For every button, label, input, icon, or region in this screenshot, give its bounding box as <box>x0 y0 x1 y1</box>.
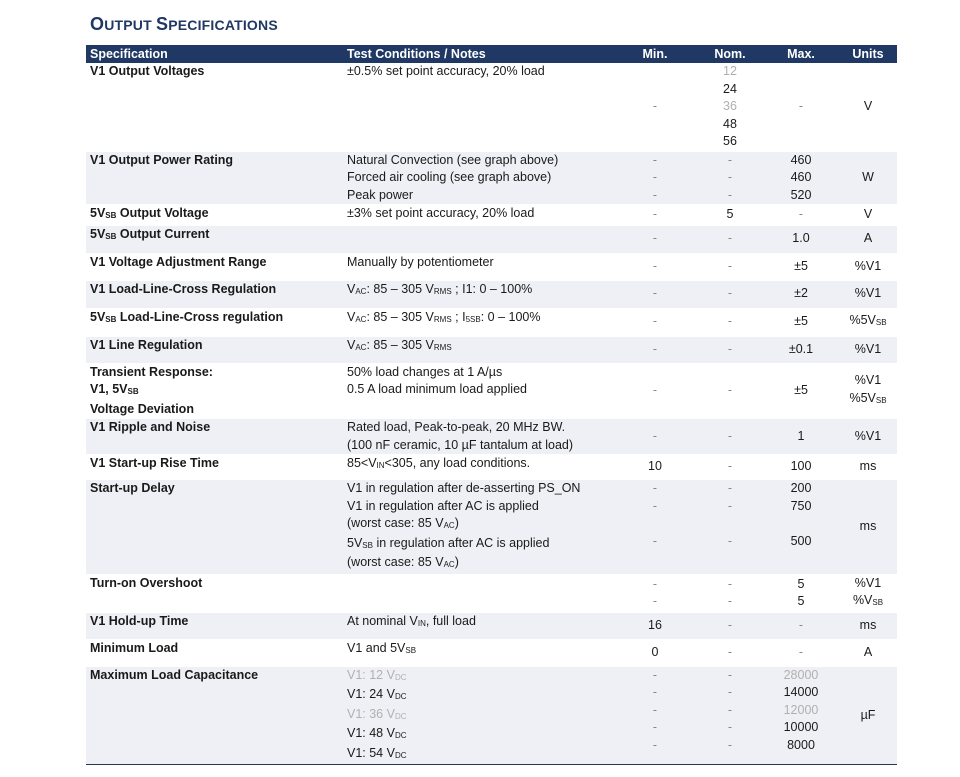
cond-line <box>347 725 609 745</box>
table-row <box>86 63 897 151</box>
min-cell: - <box>652 258 658 273</box>
nom-cell: - <box>727 383 733 397</box>
spec-text: Output Voltage <box>116 206 209 220</box>
cond-text: : 85 – 305 V <box>366 281 434 296</box>
units-text: %5V <box>849 313 876 328</box>
header-conditions: Test Conditions / Notes <box>343 45 613 63</box>
cond-text: : 85 – 305 V <box>366 337 434 352</box>
title-part: UTPUT <box>104 17 156 33</box>
table-row <box>86 205 897 226</box>
spec-text: 5V <box>90 206 106 220</box>
cond-text: V1: 54 V <box>347 745 395 760</box>
cond-sub: AC <box>443 521 455 530</box>
units-cell: A <box>863 644 873 659</box>
min-value: - <box>652 702 658 717</box>
units-cell <box>839 363 897 419</box>
min-value: - <box>652 152 658 167</box>
spec-sub: SB <box>127 387 139 396</box>
nom-value: 12 <box>723 64 737 78</box>
cond-line <box>347 686 609 706</box>
cond-line: 50% load changes at 1 A/µs <box>347 364 503 379</box>
units-cell: ms <box>839 480 897 575</box>
cond-cell <box>343 419 613 455</box>
table-row <box>86 612 897 639</box>
cond-cell <box>343 480 613 575</box>
table-row <box>86 151 897 205</box>
cond-sub: DC <box>394 711 407 721</box>
cond-text: 5V <box>347 535 363 550</box>
cond-cell <box>343 280 613 308</box>
spec-line <box>90 381 339 401</box>
cond-sub: DC <box>394 750 407 760</box>
units-line <box>843 592 893 612</box>
nom-cell: - <box>697 336 763 363</box>
cond-sub: IN <box>376 461 385 470</box>
nom-value: - <box>727 594 733 608</box>
cond-sub: AC <box>355 314 367 324</box>
min-cell: 16 <box>613 612 697 639</box>
cond-cell <box>343 336 613 363</box>
nom-value: - <box>727 667 733 682</box>
cond-cell <box>343 639 613 666</box>
spec-line: Transient Response: <box>90 364 213 379</box>
max-value: 10000 <box>783 720 819 734</box>
nom-value: - <box>727 187 733 202</box>
nom-cell <box>697 574 763 612</box>
cond-text: V <box>347 337 356 352</box>
table-row <box>86 253 897 280</box>
cond-text: 85<V <box>347 456 377 470</box>
cond-sub: IN <box>417 618 426 628</box>
spec-cell: V1 Hold-up Time <box>86 612 343 639</box>
max-value: 460 <box>790 170 812 184</box>
min-cell: - <box>613 419 697 455</box>
spec-cell: Maximum Load Capacitance <box>86 666 343 765</box>
min-value: - <box>652 170 658 184</box>
table-row <box>86 480 897 575</box>
max-value: 200 <box>790 481 812 495</box>
cond-line: 0.5 A load minimum load applied <box>347 382 527 396</box>
title-part: PECIFICATIONS <box>168 17 278 33</box>
spec-cell: Turn-on Overshoot <box>90 575 203 590</box>
cond-line: Peak power <box>347 187 414 202</box>
spec-text: Load-Line-Cross regulation <box>116 309 284 324</box>
spec-sub: SB <box>105 231 117 241</box>
nom-value: - <box>727 498 733 513</box>
spec-cell <box>86 308 343 336</box>
nom-value: - <box>727 170 733 184</box>
spec-cell: V1 Line Regulation <box>86 336 343 363</box>
max-cell: - <box>798 644 804 659</box>
cond-line: V1 in regulation after AC is applied <box>347 498 539 513</box>
cond-line <box>347 535 609 555</box>
nom-value: - <box>727 720 733 734</box>
min-value: - <box>652 594 658 608</box>
min-value: - <box>652 685 658 699</box>
max-value: 460 <box>790 152 812 167</box>
units-cell <box>839 574 897 612</box>
spec-cell <box>86 205 343 226</box>
spec-cell: V1 Ripple and Noise <box>86 419 343 455</box>
cond-sub: RMS <box>433 314 452 324</box>
header-row <box>86 45 897 63</box>
cond-sub: SB <box>362 540 373 550</box>
cond-text: V1: 48 V <box>347 726 395 740</box>
cond-text: <305, any load conditions. <box>384 456 531 470</box>
units-cell: ms <box>859 459 877 474</box>
spec-cell <box>86 363 343 419</box>
spec-line: Voltage Deviation <box>90 401 194 416</box>
table-row <box>86 308 897 336</box>
cond-text: V1: 24 V <box>347 687 395 701</box>
nom-value: - <box>727 576 733 591</box>
max-value: 500 <box>790 533 812 548</box>
cond-text: (worst case: 85 V <box>347 555 444 569</box>
nom-value: - <box>727 737 733 752</box>
cond-text: V <box>347 309 356 324</box>
max-cell: ±5 <box>794 314 808 329</box>
cond-text: V1: 12 V <box>347 667 395 682</box>
table-row <box>86 455 897 480</box>
min-value: - <box>652 498 658 513</box>
nom-value: 56 <box>723 134 737 148</box>
min-cell: 0 <box>651 644 659 659</box>
nom-cell: - <box>727 459 733 474</box>
units-cell: %V1 <box>839 419 897 455</box>
cond-sub: DC <box>394 672 407 682</box>
min-cell: - <box>652 207 658 221</box>
table-row <box>86 574 897 612</box>
max-value: 750 <box>790 498 812 513</box>
min-value: - <box>652 737 658 752</box>
min-cell: - <box>652 314 658 329</box>
cond-cell <box>343 308 613 336</box>
nom-cell: - <box>697 419 763 455</box>
cond-sub: RMS <box>433 286 452 296</box>
units-cell: V <box>863 207 873 221</box>
max-cell: ±5 <box>794 383 808 397</box>
cond-line: Rated load, Peak-to-peak, 20 MHz BW. <box>347 420 566 434</box>
cond-sub: 5SB <box>465 314 481 324</box>
min-cell: - <box>652 383 658 397</box>
page-title <box>90 14 278 35</box>
title-part: S <box>155 14 169 34</box>
cond-cell: ±0.5% set point accuracy, 20% load <box>347 64 545 78</box>
cond-cell <box>343 455 613 480</box>
spec-cell: Start-up Delay <box>86 480 343 575</box>
min-cell: - <box>652 99 658 113</box>
nom-value: - <box>727 152 733 167</box>
cond-line: Forced air cooling (see graph above) <box>347 170 552 184</box>
spec-text: Output Current <box>116 226 210 241</box>
cond-text: : 0 – 100% <box>480 309 541 324</box>
units-line: %V1 <box>854 373 882 388</box>
cond-line: (100 nF ceramic, 10 µF tantalum at load) <box>347 437 574 452</box>
units-sub: SB <box>875 395 887 405</box>
cond-line: V1 in regulation after de-asserting PS_ON <box>347 481 581 495</box>
min-cell <box>613 480 697 575</box>
max-cell: 1.0 <box>763 225 839 253</box>
spec-cell: V1 Output Voltages <box>90 64 205 78</box>
units-cell: ms <box>839 612 897 639</box>
units-line <box>843 390 893 410</box>
min-cell: - <box>613 225 697 253</box>
min-cell <box>613 151 697 205</box>
cond-line <box>347 554 609 574</box>
cond-text: ; I1: 0 – 100% <box>451 281 533 296</box>
nom-value: - <box>727 702 733 717</box>
nom-cell: - <box>727 314 733 329</box>
max-cell: - <box>763 612 839 639</box>
header-max: Max. <box>763 45 839 63</box>
nom-value: 24 <box>723 81 737 96</box>
min-value: - <box>652 481 658 495</box>
cond-line: Natural Convection (see graph above) <box>347 152 559 167</box>
nom-value: - <box>727 533 733 548</box>
max-cell <box>763 666 839 765</box>
table-row <box>86 363 897 419</box>
spec-cell: V1 Load-Line-Cross Regulation <box>86 280 343 308</box>
nom-value: 48 <box>723 116 737 131</box>
max-cell: - <box>798 207 804 221</box>
cond-cell <box>343 574 613 612</box>
spec-cell: V1 Voltage Adjustment Range <box>90 254 267 269</box>
nom-cell <box>697 151 763 205</box>
units-cell: %V1 <box>854 258 882 273</box>
cond-cell <box>343 612 613 639</box>
units-sub: SB <box>875 318 887 328</box>
header-nom: Nom. <box>697 45 763 63</box>
nom-value: - <box>727 481 733 495</box>
cond-cell <box>343 151 613 205</box>
min-cell: - <box>613 336 697 363</box>
table-row <box>86 280 897 308</box>
cond-sub: AC <box>355 286 367 296</box>
max-value: 14000 <box>783 685 819 699</box>
cond-sub: DC <box>394 731 407 740</box>
cond-cell <box>343 363 613 419</box>
units-line: %V1 <box>854 575 882 590</box>
max-cell: ±0.1 <box>763 336 839 363</box>
nom-cell: - <box>727 644 733 659</box>
min-cell <box>613 666 697 765</box>
spec-text: 5V <box>90 226 106 241</box>
table-row <box>86 419 897 455</box>
cond-sub: RMS <box>433 342 452 352</box>
cond-sub: AC <box>443 560 455 569</box>
cond-text: ; I <box>451 309 466 324</box>
min-value: - <box>652 720 658 734</box>
header-spec: Specification <box>86 45 343 63</box>
nom-value: - <box>727 685 733 699</box>
min-value: - <box>652 576 658 591</box>
min-cell: 10 <box>648 459 662 474</box>
cond-text: in regulation after AC is applied <box>372 535 550 550</box>
spec-sub: SB <box>105 314 117 324</box>
cond-text: V1 and 5V <box>347 640 406 655</box>
table-row <box>86 639 897 666</box>
table-row <box>86 666 897 765</box>
cond-text: At nominal V <box>347 613 418 628</box>
max-cell: ±5 <box>794 258 808 273</box>
max-value: 28000 <box>783 667 819 682</box>
cond-cell: ±3% set point accuracy, 20% load <box>347 206 535 220</box>
nom-cell <box>697 63 763 151</box>
nom-cell: 5 <box>726 207 734 221</box>
spec-cell: Minimum Load <box>90 640 179 655</box>
max-cell <box>763 574 839 612</box>
spec-text: V1, 5V <box>90 382 128 396</box>
table-row <box>86 225 897 253</box>
cond-cell <box>343 666 613 765</box>
min-value: - <box>652 187 658 202</box>
title-part: O <box>90 14 105 34</box>
cond-text: ) <box>454 555 459 569</box>
units-cell: W <box>839 151 897 205</box>
max-value: 12000 <box>783 702 819 717</box>
max-cell: - <box>798 99 804 113</box>
header-units: Units <box>839 45 897 63</box>
min-value: - <box>652 533 658 548</box>
max-cell <box>763 480 839 575</box>
spec-cell: V1 Start-up Rise Time <box>90 456 219 470</box>
cond-text: , full load <box>425 613 476 628</box>
units-cell <box>839 308 897 336</box>
units-cell: µF <box>839 666 897 765</box>
max-value: 5 <box>797 594 805 608</box>
nom-cell: - <box>727 258 733 273</box>
nom-cell <box>697 480 763 575</box>
cond-line <box>347 706 609 726</box>
cond-sub: DC <box>394 692 407 701</box>
cond-text: : 85 – 305 V <box>366 309 434 324</box>
cond-line <box>347 745 609 765</box>
min-cell <box>613 574 697 612</box>
cond-cell: Manually by potentiometer <box>347 254 494 269</box>
cond-text: V1: 36 V <box>347 706 395 721</box>
units-cell: V <box>863 99 873 113</box>
units-cell: A <box>839 225 897 253</box>
nom-cell: - <box>697 225 763 253</box>
max-value: 8000 <box>787 737 815 752</box>
cond-cell <box>343 225 613 253</box>
nom-cell: - <box>697 612 763 639</box>
units-sub: SB <box>872 598 884 607</box>
units-cell: %V1 <box>839 336 897 363</box>
units-text: %V <box>852 593 873 607</box>
units-text: %5V <box>849 390 876 405</box>
cond-line <box>347 667 609 687</box>
min-value: - <box>652 667 658 682</box>
spec-text: 5V <box>90 309 106 324</box>
table-row <box>86 336 897 363</box>
cond-line <box>347 515 609 535</box>
nom-value: 36 <box>723 99 737 113</box>
nom-cell: - <box>697 280 763 308</box>
cond-sub: AC <box>355 342 367 352</box>
header-min: Min. <box>613 45 697 63</box>
max-cell: 1 <box>763 419 839 455</box>
max-cell <box>763 151 839 205</box>
max-cell: ±2 <box>763 280 839 308</box>
cond-text: (worst case: 85 V <box>347 516 444 530</box>
nom-cell <box>697 666 763 765</box>
spec-cell: V1 Output Power Rating <box>86 151 343 205</box>
spec-cell <box>86 225 343 253</box>
spec-sub: SB <box>105 211 117 220</box>
max-value: 520 <box>790 187 812 202</box>
min-cell: - <box>613 280 697 308</box>
units-cell: %V1 <box>839 280 897 308</box>
max-value: 5 <box>797 576 805 591</box>
output-spec-table <box>86 45 897 765</box>
max-cell: 100 <box>790 459 812 474</box>
cond-sub: SB <box>405 645 417 655</box>
cond-text: ) <box>454 516 459 530</box>
cond-text: V <box>347 281 356 296</box>
